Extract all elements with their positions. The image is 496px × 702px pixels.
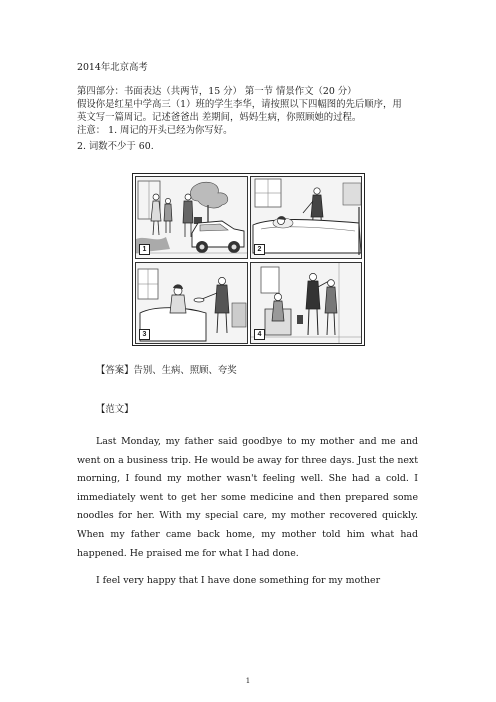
illustration-figure <box>132 173 365 346</box>
section-heading: 第四部分：书面表达（共两节，15 分） 第一节 情景作文（20 分） <box>77 86 357 97</box>
answer-keywords: 【答案】告别、生病、照顾、夸奖 <box>96 365 237 376</box>
father-returns-drawing <box>251 263 362 344</box>
illustration-panel-1 <box>135 176 248 259</box>
sick-in-bed-drawing <box>251 177 362 259</box>
note-line-2: 2. 词数不少于 60. <box>77 141 154 152</box>
model-essay-paragraph: Last Monday, my father said goodbye to my mother and me and went on a business trip. He would be away for three days. Just the next morning, I found my mother wasn't feeling well. She had a cold. I immediately went to get her some medicine and then prepared some noodles for her. With my special care, my mother recovered quickly. When my father came back home, my mother told him what had happened. He praised me for what I had done. <box>77 436 418 559</box>
illustration-panel-4 <box>250 262 362 344</box>
page-number: 1 <box>245 677 251 685</box>
closing-sentence: I feel very happy that I have done something for my mother <box>96 575 381 586</box>
farewell-scene-drawing <box>136 177 248 259</box>
illustration-panel-3 <box>135 262 248 344</box>
panel-number-3: 3 <box>139 329 150 340</box>
document-title: 2014年北京高考 <box>77 62 148 73</box>
note-line-1: 注意： 1. 周记的开头已经为你写好。 <box>77 125 233 136</box>
model-essay-heading: 【范文】 <box>96 404 134 415</box>
panel-number-1: 1 <box>139 244 150 255</box>
panel-number-2: 2 <box>254 244 265 255</box>
prompt-line-2: 英文写一篇周记。记述爸爸出 差期间，妈妈生病，你照顾她的过程。 <box>77 112 362 123</box>
illustration-panel-2 <box>250 176 362 259</box>
caring-for-mother-drawing <box>136 263 248 344</box>
panel-number-4: 4 <box>254 329 265 340</box>
prompt-line-1: 假设你是红星中学高三（1）班的学生李华，请按照以下四幅图的先后顺序，用 <box>77 99 402 110</box>
